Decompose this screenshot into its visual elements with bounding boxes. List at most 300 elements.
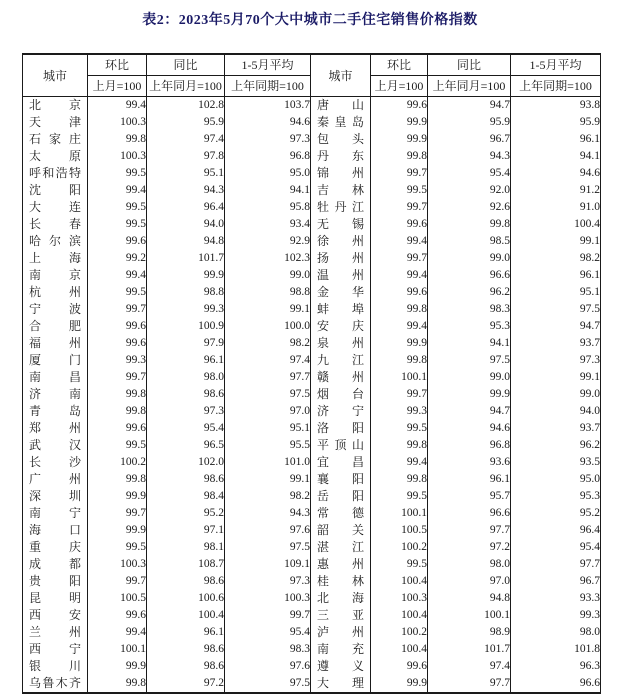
city-name: 襄阳 <box>317 472 364 486</box>
yoy-value-right: 98.3 <box>428 301 511 318</box>
city-cell-left <box>23 97 88 115</box>
table-row <box>23 641 601 658</box>
yoy-value-left: 97.3 <box>147 403 225 420</box>
yoy-value-right: 96.7 <box>428 131 511 148</box>
yoy-value-right: 95.4 <box>428 165 511 182</box>
city-name: 赣州 <box>317 370 364 384</box>
table-body <box>23 97 601 694</box>
avg-value-left: 99.1 <box>225 301 311 318</box>
yoy-value-left: 102.0 <box>147 454 225 471</box>
city-name: 洛阳 <box>317 421 364 435</box>
yoy-value-right: 97.0 <box>428 573 511 590</box>
city-cell-right <box>311 607 371 624</box>
city-cell-right <box>311 216 371 233</box>
header-yoy-sub-left: 上年同月=100 <box>147 76 225 97</box>
avg-value-left: 95.5 <box>225 437 311 454</box>
city-cell-right <box>311 352 371 369</box>
mom-value-left: 99.9 <box>88 488 147 505</box>
yoy-value-right: 99.0 <box>428 250 511 267</box>
city-cell-left <box>23 165 88 182</box>
avg-value-right: 93.5 <box>511 454 601 471</box>
table-row <box>23 539 601 556</box>
city-name: 九江 <box>317 353 364 367</box>
avg-value-left: 95.1 <box>225 420 311 437</box>
table-header <box>23 54 601 97</box>
city-name: 吉林 <box>317 183 364 197</box>
mom-value-left: 99.5 <box>88 284 147 301</box>
city-cell-right <box>311 590 371 607</box>
city-name: 常德 <box>317 506 364 520</box>
avg-value-right: 96.7 <box>511 573 601 590</box>
city-name: 秦皇岛 <box>317 115 364 129</box>
mom-value-right: 100.1 <box>371 505 428 522</box>
city-name: 湛江 <box>317 540 364 554</box>
city-cell-left <box>23 131 88 148</box>
yoy-value-right: 97.4 <box>428 658 511 675</box>
yoy-value-left: 94.0 <box>147 216 225 233</box>
city-name: 成都 <box>29 557 81 571</box>
city-cell-right <box>311 420 371 437</box>
table-row <box>23 573 601 590</box>
city-cell-right <box>311 522 371 539</box>
city-cell-left <box>23 607 88 624</box>
yoy-value-left: 97.9 <box>147 335 225 352</box>
avg-value-right: 95.4 <box>511 539 601 556</box>
yoy-value-right: 93.6 <box>428 454 511 471</box>
mom-value-right: 99.4 <box>371 267 428 284</box>
city-name: 上海 <box>29 251 81 265</box>
city-cell-right <box>311 658 371 675</box>
city-cell-right <box>311 488 371 505</box>
mom-value-right: 99.7 <box>371 199 428 216</box>
yoy-value-right: 99.8 <box>428 216 511 233</box>
mom-value-right: 99.5 <box>371 488 428 505</box>
yoy-value-right: 97.7 <box>428 522 511 539</box>
avg-value-left: 95.8 <box>225 199 311 216</box>
city-cell-right <box>311 199 371 216</box>
city-name: 贵阳 <box>29 574 81 588</box>
table-row <box>23 284 601 301</box>
yoy-value-right: 96.1 <box>428 471 511 488</box>
city-cell-left <box>23 369 88 386</box>
city-cell-right <box>311 114 371 131</box>
city-cell-left <box>23 658 88 675</box>
mom-value-left: 99.5 <box>88 437 147 454</box>
city-name: 温州 <box>317 268 364 282</box>
header-city-left: 城市 <box>23 54 88 97</box>
avg-value-right: 95.0 <box>511 471 601 488</box>
yoy-value-left: 97.4 <box>147 131 225 148</box>
avg-value-right: 99.1 <box>511 369 601 386</box>
table-title: 表2：2023年5月70个大中城市二手住宅销售价格指数 <box>142 13 478 28</box>
mom-value-left: 99.5 <box>88 216 147 233</box>
city-cell-left <box>23 573 88 590</box>
city-cell-right <box>311 335 371 352</box>
mom-value-right: 99.8 <box>371 352 428 369</box>
avg-value-left: 103.7 <box>225 97 311 115</box>
table-row <box>23 216 601 233</box>
table-row <box>23 182 601 199</box>
yoy-value-right: 94.7 <box>428 97 511 115</box>
yoy-value-left: 96.1 <box>147 352 225 369</box>
city-name: 南京 <box>29 268 81 282</box>
header-avg-right: 1-5月平均 <box>511 54 601 76</box>
city-name: 扬州 <box>317 251 364 265</box>
city-name: 武汉 <box>29 438 81 452</box>
city-cell-right <box>311 539 371 556</box>
avg-value-right: 99.0 <box>511 386 601 403</box>
mom-value-left: 99.4 <box>88 182 147 199</box>
avg-value-left: 97.3 <box>225 573 311 590</box>
yoy-value-right: 97.5 <box>428 352 511 369</box>
table-row <box>23 522 601 539</box>
table-row <box>23 386 601 403</box>
header-city-right: 城市 <box>311 54 371 97</box>
city-cell-left <box>23 641 88 658</box>
yoy-value-left: 100.6 <box>147 590 225 607</box>
yoy-value-right: 94.3 <box>428 148 511 165</box>
city-cell-right <box>311 624 371 641</box>
city-cell-left <box>23 522 88 539</box>
mom-value-right: 99.5 <box>371 556 428 573</box>
mom-value-right: 100.4 <box>371 607 428 624</box>
yoy-value-left: 101.7 <box>147 250 225 267</box>
table-row <box>23 267 601 284</box>
mom-value-left: 99.6 <box>88 335 147 352</box>
city-name: 杭州 <box>29 285 81 299</box>
avg-value-left: 92.9 <box>225 233 311 250</box>
city-name: 重庆 <box>29 540 81 554</box>
mom-value-left: 99.7 <box>88 369 147 386</box>
city-cell-left <box>23 403 88 420</box>
avg-value-left: 97.4 <box>225 352 311 369</box>
yoy-value-right: 95.3 <box>428 318 511 335</box>
city-cell-left <box>23 318 88 335</box>
city-name: 兰州 <box>29 625 81 639</box>
city-cell-left <box>23 590 88 607</box>
mom-value-right: 100.4 <box>371 641 428 658</box>
mom-value-left: 99.8 <box>88 471 147 488</box>
avg-value-right: 101.8 <box>511 641 601 658</box>
city-name: 西宁 <box>29 642 81 656</box>
avg-value-left: 100.3 <box>225 590 311 607</box>
yoy-value-left: 98.1 <box>147 539 225 556</box>
avg-value-right: 94.1 <box>511 148 601 165</box>
city-cell-right <box>311 675 371 693</box>
mom-value-left: 99.4 <box>88 97 147 115</box>
city-name: 牡丹江 <box>317 200 364 214</box>
mom-value-left: 99.4 <box>88 624 147 641</box>
city-name: 西安 <box>29 608 81 622</box>
mom-value-left: 99.8 <box>88 386 147 403</box>
avg-value-left: 95.4 <box>225 624 311 641</box>
mom-value-left: 99.8 <box>88 675 147 693</box>
mom-value-right: 100.3 <box>371 590 428 607</box>
city-cell-right <box>311 301 371 318</box>
city-name: 锦州 <box>317 166 364 180</box>
city-cell-left <box>23 505 88 522</box>
city-cell-right <box>311 267 371 284</box>
mom-value-right: 100.4 <box>371 573 428 590</box>
table-row <box>23 471 601 488</box>
mom-value-left: 99.6 <box>88 233 147 250</box>
yoy-value-right: 98.9 <box>428 624 511 641</box>
city-cell-right <box>311 403 371 420</box>
avg-value-right: 91.0 <box>511 199 601 216</box>
table-row <box>23 505 601 522</box>
city-name: 长沙 <box>29 455 81 469</box>
city-cell-left <box>23 284 88 301</box>
mom-value-right: 100.5 <box>371 522 428 539</box>
header-yoy-sub-right: 上年同月=100 <box>428 76 511 97</box>
table-row <box>23 658 601 675</box>
city-cell-left <box>23 114 88 131</box>
mom-value-left: 99.6 <box>88 607 147 624</box>
city-name: 烟台 <box>317 387 364 401</box>
mom-value-left: 99.6 <box>88 420 147 437</box>
table-row <box>23 624 601 641</box>
avg-value-left: 97.3 <box>225 131 311 148</box>
city-cell-left <box>23 335 88 352</box>
city-cell-right <box>311 131 371 148</box>
mom-value-left: 99.4 <box>88 267 147 284</box>
table-row <box>23 335 601 352</box>
mom-value-right: 99.7 <box>371 165 428 182</box>
yoy-value-left: 95.1 <box>147 165 225 182</box>
avg-value-right: 95.9 <box>511 114 601 131</box>
table-row <box>23 165 601 182</box>
yoy-value-right: 94.6 <box>428 420 511 437</box>
mom-value-left: 99.5 <box>88 165 147 182</box>
city-name: 岳阳 <box>317 489 364 503</box>
price-index-table <box>22 53 601 694</box>
avg-value-right: 95.1 <box>511 284 601 301</box>
yoy-value-left: 98.0 <box>147 369 225 386</box>
avg-value-right: 96.1 <box>511 131 601 148</box>
yoy-value-left: 95.9 <box>147 114 225 131</box>
mom-value-right: 99.8 <box>371 148 428 165</box>
yoy-value-left: 96.4 <box>147 199 225 216</box>
city-name: 济宁 <box>317 404 364 418</box>
city-cell-left <box>23 624 88 641</box>
header-mom-sub-right: 上月=100 <box>371 76 428 97</box>
city-cell-right <box>311 182 371 199</box>
city-name: 济南 <box>29 387 81 401</box>
table-row <box>23 437 601 454</box>
yoy-value-left: 97.8 <box>147 148 225 165</box>
yoy-value-right: 92.0 <box>428 182 511 199</box>
mom-value-left: 99.2 <box>88 250 147 267</box>
yoy-value-right: 95.7 <box>428 488 511 505</box>
city-name: 天津 <box>29 115 81 129</box>
avg-value-right: 93.3 <box>511 590 601 607</box>
mom-value-left: 100.1 <box>88 641 147 658</box>
city-name: 泉州 <box>317 336 364 350</box>
yoy-value-left: 95.4 <box>147 420 225 437</box>
yoy-value-right: 96.8 <box>428 437 511 454</box>
yoy-value-left: 96.1 <box>147 624 225 641</box>
yoy-value-left: 98.4 <box>147 488 225 505</box>
yoy-value-left: 99.9 <box>147 267 225 284</box>
city-name: 平顶山 <box>317 438 364 452</box>
yoy-value-left: 98.6 <box>147 573 225 590</box>
city-name: 沈阳 <box>29 183 81 197</box>
city-cell-right <box>311 165 371 182</box>
city-name: 徐州 <box>317 234 364 248</box>
city-name: 韶关 <box>317 523 364 537</box>
city-cell-right <box>311 556 371 573</box>
yoy-value-left: 97.2 <box>147 675 225 693</box>
city-cell-right <box>311 454 371 471</box>
yoy-value-left: 99.3 <box>147 301 225 318</box>
mom-value-left: 99.7 <box>88 301 147 318</box>
yoy-value-right: 101.7 <box>428 641 511 658</box>
yoy-value-right: 96.2 <box>428 284 511 301</box>
city-cell-left <box>23 148 88 165</box>
city-name: 丹东 <box>317 149 364 163</box>
avg-value-left: 97.5 <box>225 386 311 403</box>
table-row <box>23 352 601 369</box>
yoy-value-right: 100.1 <box>428 607 511 624</box>
avg-value-right: 97.7 <box>511 556 601 573</box>
city-name: 金华 <box>317 285 364 299</box>
city-cell-left <box>23 199 88 216</box>
yoy-value-left: 98.8 <box>147 284 225 301</box>
table-row <box>23 97 601 115</box>
table-row <box>23 590 601 607</box>
table-row <box>23 420 601 437</box>
avg-value-right: 99.3 <box>511 607 601 624</box>
avg-value-right: 98.0 <box>511 624 601 641</box>
table-row <box>23 199 601 216</box>
mom-value-left: 100.2 <box>88 454 147 471</box>
mom-value-right: 99.5 <box>371 182 428 199</box>
city-cell-left <box>23 471 88 488</box>
mom-value-left: 99.9 <box>88 522 147 539</box>
city-name: 宜昌 <box>317 455 364 469</box>
city-name: 哈尔滨 <box>29 234 81 248</box>
mom-value-right: 99.8 <box>371 437 428 454</box>
city-cell-left <box>23 437 88 454</box>
header-mom-right: 环比 <box>371 54 428 76</box>
yoy-value-right: 96.6 <box>428 267 511 284</box>
avg-value-left: 93.4 <box>225 216 311 233</box>
city-cell-left <box>23 301 88 318</box>
avg-value-left: 97.6 <box>225 522 311 539</box>
city-name: 太原 <box>29 149 81 163</box>
mom-value-right: 99.4 <box>371 233 428 250</box>
city-cell-left <box>23 539 88 556</box>
avg-value-left: 99.7 <box>225 607 311 624</box>
mom-value-left: 99.7 <box>88 505 147 522</box>
city-cell-right <box>311 97 371 115</box>
avg-value-left: 97.0 <box>225 403 311 420</box>
city-name: 厦门 <box>29 353 81 367</box>
city-name: 郑州 <box>29 421 81 435</box>
table-row <box>23 301 601 318</box>
city-name: 南昌 <box>29 370 81 384</box>
city-cell-right <box>311 505 371 522</box>
avg-value-left: 98.8 <box>225 284 311 301</box>
city-name: 宁波 <box>29 302 81 316</box>
avg-value-left: 94.3 <box>225 505 311 522</box>
mom-value-left: 99.3 <box>88 352 147 369</box>
table-row <box>23 114 601 131</box>
header-yoy-left: 同比 <box>147 54 225 76</box>
table-row <box>23 488 601 505</box>
city-name: 广州 <box>29 472 81 486</box>
table-row <box>23 675 601 693</box>
yoy-value-right: 98.0 <box>428 556 511 573</box>
city-name: 呼和浩特 <box>29 166 81 180</box>
avg-value-right: 97.5 <box>511 301 601 318</box>
header-mom-sub-left: 上月=100 <box>88 76 147 97</box>
avg-value-left: 100.0 <box>225 318 311 335</box>
city-name: 石家庄 <box>29 132 81 146</box>
avg-value-left: 97.5 <box>225 539 311 556</box>
city-name: 安庆 <box>317 319 364 333</box>
yoy-value-right: 99.0 <box>428 369 511 386</box>
avg-value-right: 94.6 <box>511 165 601 182</box>
avg-value-right: 93.7 <box>511 420 601 437</box>
table-row <box>23 148 601 165</box>
yoy-value-right: 97.7 <box>428 675 511 693</box>
yoy-value-right: 94.1 <box>428 335 511 352</box>
city-cell-left <box>23 352 88 369</box>
mom-value-right: 99.9 <box>371 675 428 693</box>
city-name: 海口 <box>29 523 81 537</box>
yoy-value-left: 98.6 <box>147 471 225 488</box>
avg-value-left: 96.8 <box>225 148 311 165</box>
yoy-value-left: 102.8 <box>147 97 225 115</box>
mom-value-left: 99.7 <box>88 573 147 590</box>
avg-value-right: 95.2 <box>511 505 601 522</box>
mom-value-left: 99.6 <box>88 318 147 335</box>
yoy-value-left: 98.6 <box>147 641 225 658</box>
mom-value-right: 99.7 <box>371 386 428 403</box>
avg-value-right: 96.2 <box>511 437 601 454</box>
city-name: 长春 <box>29 217 81 231</box>
avg-value-left: 94.6 <box>225 114 311 131</box>
yoy-value-left: 108.7 <box>147 556 225 573</box>
avg-value-right: 98.2 <box>511 250 601 267</box>
city-name: 北海 <box>317 591 364 605</box>
table-row <box>23 607 601 624</box>
city-name: 大连 <box>29 200 81 214</box>
city-cell-right <box>311 318 371 335</box>
city-name: 合肥 <box>29 319 81 333</box>
avg-value-right: 94.7 <box>511 318 601 335</box>
city-name: 三亚 <box>317 608 364 622</box>
city-name: 银川 <box>29 659 81 673</box>
mom-value-right: 99.6 <box>371 216 428 233</box>
mom-value-right: 99.6 <box>371 97 428 115</box>
city-name: 南充 <box>317 642 364 656</box>
header-avg-left: 1-5月平均 <box>225 54 311 76</box>
city-cell-right <box>311 148 371 165</box>
city-cell-right <box>311 386 371 403</box>
yoy-value-left: 96.5 <box>147 437 225 454</box>
yoy-value-left: 94.8 <box>147 233 225 250</box>
city-name: 昆明 <box>29 591 81 605</box>
avg-value-right: 96.4 <box>511 522 601 539</box>
mom-value-left: 99.5 <box>88 539 147 556</box>
city-name: 南宁 <box>29 506 81 520</box>
mom-value-right: 99.9 <box>371 114 428 131</box>
avg-value-right: 97.3 <box>511 352 601 369</box>
yoy-value-left: 95.2 <box>147 505 225 522</box>
mom-value-right: 99.9 <box>371 131 428 148</box>
